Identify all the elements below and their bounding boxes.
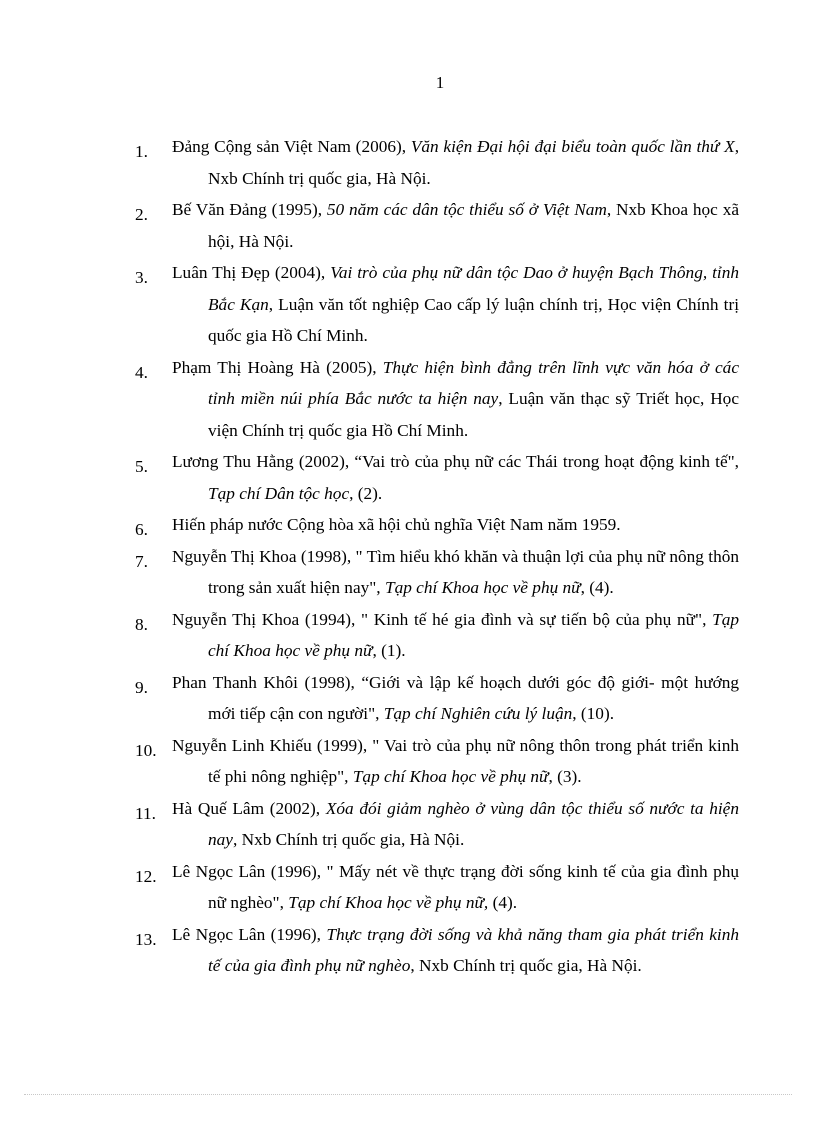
reference-text: Phạm Thị Hoàng Hà (2005), bbox=[172, 357, 383, 377]
reference-title: Tạp chí Nghiên cứu lý luận bbox=[383, 704, 573, 723]
reference-item bbox=[135, 541, 739, 604]
reference-text: Lê Ngọc Lân (1996), bbox=[172, 924, 327, 944]
reference-title: Thực trạng đời sống và khả năng tham gia phát triển kinh tế của gia đình phụ nữ nghèo bbox=[208, 924, 739, 975]
reference-title: Tạp chí Khoa học về phụ nữ bbox=[208, 609, 739, 660]
reference-publisher: , (2). bbox=[349, 483, 383, 503]
reference-number: 8. bbox=[135, 614, 148, 634]
reference-text: Phan Thanh Khôi (1998), “Giới và lập kế hoạch dưới góc độ giới- một hướng mới tiếp cận con người", bbox=[172, 672, 739, 723]
reference-number: 3. bbox=[135, 268, 148, 287]
reference-text: Nguyễn Thị Khoa (1998), " Tìm hiểu khó khăn và thuận lợi của phụ nữ nông thôn trong sản xuất hiện nay", bbox=[172, 546, 739, 597]
reference-text: Đảng Cộng sản Việt Nam (2006), bbox=[172, 137, 411, 156]
reference-text: Bế Văn Đảng (1995), bbox=[172, 200, 327, 219]
reference-number: 12. bbox=[135, 866, 157, 886]
reference-publisher: , Luận văn thạc sỹ Triết học, Học viện Chính trị quốc gia Hồ Chí Minh. bbox=[208, 389, 739, 440]
reference-number: 10. bbox=[135, 740, 157, 760]
reference-item bbox=[135, 856, 739, 919]
reference-number: 11. bbox=[135, 803, 156, 823]
reference-item bbox=[135, 793, 739, 856]
reference-publisher: , Luận văn tốt nghiệp Cao cấp lý luận chính trị, Học viện Chính trị quốc gia Hồ Chí Minh. bbox=[208, 294, 739, 345]
reference-item bbox=[135, 194, 739, 257]
reference-item bbox=[135, 446, 739, 509]
reference-publisher: , (4). bbox=[580, 578, 614, 597]
reference-item bbox=[135, 131, 739, 194]
reference-title: Tạp chí Dân tộc học bbox=[208, 483, 350, 503]
reference-number: 13. bbox=[135, 929, 157, 949]
reference-number: 4. bbox=[135, 362, 148, 382]
reference-title: Thực hiện bình đẳng trên lĩnh vực văn hóa ở các tỉnh miền núi phía Bắc nước ta hiện nay bbox=[208, 357, 739, 408]
reference-publisher: , Nxb Khoa học xã hội, Hà Nội. bbox=[208, 200, 740, 251]
reference-publisher: , (3). bbox=[548, 767, 582, 786]
reference-publisher: (4). bbox=[488, 893, 518, 912]
reference-publisher: , (1). bbox=[372, 641, 406, 660]
reference-number: 1. bbox=[135, 142, 148, 161]
reference-title: Văn kiện Đại hội đại biểu toàn quốc lần thứ X bbox=[410, 137, 735, 156]
reference-publisher: , (10). bbox=[572, 704, 615, 723]
reference-title: Tạp chí Khoa học về phụ nữ, bbox=[288, 893, 489, 912]
reference-publisher: , Nxb Chính trị quốc gia, Hà Nội. bbox=[410, 956, 642, 975]
reference-title: Vai trò của phụ nữ dân tộc Dao ở huyện Bạch Thông, tỉnh Bắc Kạn bbox=[208, 263, 739, 314]
reference-title: 50 năm các dân tộc thiểu số ở Việt Nam bbox=[326, 200, 607, 219]
reference-number: 9. bbox=[135, 677, 148, 697]
reference-list bbox=[135, 131, 739, 982]
reference-text: Nguyễn Thị Khoa (1994), " Kinh tế hé gia đình và sự tiến bộ của phụ nữ", bbox=[172, 609, 713, 629]
reference-number: 2. bbox=[135, 205, 148, 224]
reference-number: 7. bbox=[135, 551, 148, 571]
reference-title: Tạp chí Khoa học về phụ nữ bbox=[352, 767, 549, 786]
reference-item bbox=[135, 352, 739, 447]
reference-text: Luân Thị Đẹp (2004), bbox=[172, 263, 331, 282]
reference-text: Lương Thu Hằng (2002), “Vai trò của phụ nữ các Thái trong hoạt động kinh tế", bbox=[172, 452, 739, 471]
reference-number: 5. bbox=[135, 457, 148, 476]
reference-text: Lê Ngọc Lân (1996), " Mấy nét về thực trạng đời sống kinh tế của gia đình phụ nữ nghèo", bbox=[172, 861, 739, 912]
reference-item bbox=[135, 509, 739, 541]
reference-number: 6. bbox=[135, 520, 148, 539]
reference-item bbox=[135, 667, 739, 730]
page-number: 1 bbox=[435, 73, 445, 92]
reference-text: Hiến pháp nước Cộng hòa xã hội chủ nghĩa Việt Nam năm 1959. bbox=[172, 515, 621, 534]
reference-title: Tạp chí Khoa học về phụ nữ bbox=[384, 578, 581, 597]
reference-title: Xóa đói giảm nghèo ở vùng dân tộc thiểu số nước ta hiện nay bbox=[208, 798, 739, 849]
reference-text: Hà Quế Lâm (2002), bbox=[172, 798, 326, 818]
reference-item bbox=[135, 604, 739, 667]
page-bottom-divider bbox=[24, 1094, 792, 1095]
reference-item bbox=[135, 919, 739, 982]
reference-item bbox=[135, 257, 739, 352]
reference-text: Nguyễn Linh Khiếu (1999), " Vai trò của phụ nữ nông thôn trong phát triển kinh tế phi nông nghiệp", bbox=[172, 735, 739, 786]
reference-publisher: , Nxb Chính trị quốc gia, Hà Nội. bbox=[232, 830, 465, 849]
reference-item bbox=[135, 730, 739, 793]
reference-publisher: , Nxb Chính trị quốc gia, Hà Nội. bbox=[208, 137, 740, 188]
